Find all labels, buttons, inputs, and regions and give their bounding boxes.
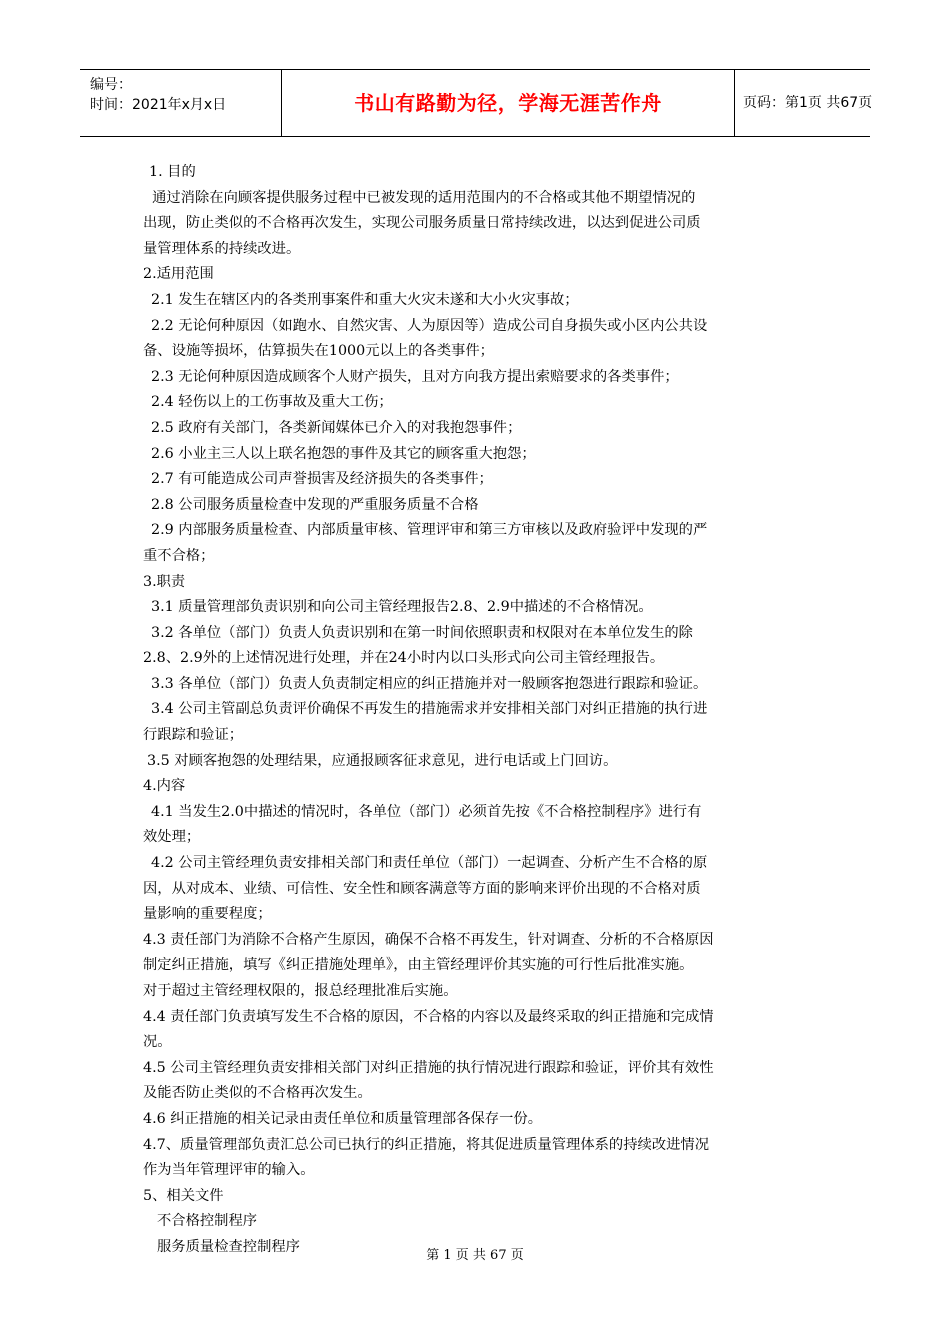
- body-line: 通过消除在向顾客提供服务过程中已被发现的适用范围内的不合格或其他不期望情况的: [143, 189, 696, 206]
- body-line: 出现，防止类似的不合格再次发生，实现公司服务质量日常持续改进，以达到促进公司质: [143, 215, 701, 232]
- body-line: 2.3 无论何种原因造成顾客个人财产损失，且对方向我方提出索赔要求的各类事件；: [151, 368, 679, 385]
- body-line: 1. 目的: [149, 164, 196, 180]
- body-line: 4.2 公司主管经理负责安排相关部门和责任单位（部门）一起调查、分析产生不合格的原: [151, 855, 708, 872]
- body-line: 4.1 当发生2.0中描述的情况时，各单位（部门）必须首先按《不合格控制程序》进行有: [151, 803, 702, 820]
- document-number-label: 编号：: [90, 77, 132, 93]
- body-line: 2.1 发生在辖区内的各类刑事案件和重大火灾未遂和大小火灾事故；: [151, 291, 579, 308]
- body-line: 3.2 各单位（部门）负责人负责识别和在第一时间依照职责和权限对在本单位发生的除: [151, 624, 693, 641]
- body-line: 2.8 公司服务质量检查中发现的严重服务质量不合格: [151, 496, 479, 513]
- body-line: 行跟踪和验证；: [143, 727, 244, 744]
- body-line: 量影响的重要程度；: [143, 906, 272, 923]
- body-line: 作为当年管理评审的输入。: [143, 1162, 315, 1179]
- header-motto: 书山有路勤为径，学海无涯苦作舟: [354, 91, 662, 115]
- body-line: 重不合格；: [143, 547, 215, 564]
- header-page-info: 页码：第1页 共67页: [743, 95, 873, 111]
- body-line: 况。: [143, 1034, 172, 1051]
- body-line: 2.6 小业主三人以上联名抱怨的事件及其它的顾客重大抱怨；: [151, 445, 536, 462]
- body-line: 2.7 有可能造成公司声誉损害及经济损失的各类事件；: [151, 471, 493, 488]
- body-line: 4.7、质量管理部负责汇总公司已执行的纠正措施，将其促进质量管理体系的持续改进情况: [143, 1136, 710, 1153]
- body-line: 服务质量检查控制程序: [157, 1238, 300, 1255]
- header-left-cell: [80, 70, 280, 136]
- body-line: 3.4 公司主管副总负责评价确保不再发生的措施需求并安排相关部门对纠正措施的执行进: [151, 701, 708, 718]
- header-page-cell: [734, 70, 873, 136]
- body-line: 效处理；: [143, 829, 201, 846]
- body-line: 4.3 责任部门为消除不合格产生原因，确保不合格不再发生，针对调查、分析的不合格原因: [143, 931, 714, 948]
- body-line: 4.4 责任部门负责填写发生不合格的原因，不合格的内容以及最终采取的纠正措施和完成情: [143, 1008, 714, 1025]
- body-line: 因，从对成本、业绩、可信性、安全性和顾客满意等方面的影响来评价出现的不合格对质: [143, 880, 701, 897]
- document-body: [143, 160, 809, 1261]
- body-line: 3.3 各单位（部门）负责人负责制定相应的纠正措施并对一般顾客抱怨进行跟踪和验证。: [151, 675, 708, 692]
- body-line: 2.9 内部服务质量检查、内部质量审核、管理评审和第三方审核以及政府验评中发现的严: [151, 522, 708, 539]
- body-line: 2.适用范围: [143, 266, 214, 283]
- body-line: 4.6 纠正措施的相关记录由责任单位和质量管理部各保存一份。: [143, 1110, 542, 1127]
- body-line: 3.职责: [143, 573, 186, 590]
- body-line: 量管理体系的持续改进。: [143, 240, 301, 257]
- body-line: 4.内容: [143, 778, 186, 795]
- body-line: 5、相关文件: [143, 1187, 224, 1204]
- body-line: 3.1 质量管理部负责识别和向公司主管经理报告2.8、2.9中描述的不合格情况。: [151, 599, 653, 616]
- page-footer: 第 1 页 共 67 页: [426, 1248, 524, 1263]
- body-line: 4.5 公司主管经理负责安排相关部门对纠正措施的执行情况进行跟踪和验证，评价其有效性: [143, 1059, 714, 1076]
- body-line: 及能否防止类似的不合格再次发生。: [143, 1085, 372, 1102]
- body-line: 2.8、2.9外的上述情况进行处理，并在24小时内以口头形式向公司主管经理报告。: [143, 650, 665, 667]
- header-motto-cell: [281, 70, 735, 136]
- body-line: 2.4 轻伤以上的工伤事故及重大工伤；: [151, 394, 393, 411]
- document-date-label: 时间：2021年x月x日: [90, 97, 227, 113]
- body-line: 2.5 政府有关部门，各类新闻媒体已介入的对我抱怨事件；: [151, 419, 522, 436]
- page-header: [80, 69, 873, 137]
- body-line: 2.2 无论何种原因（如跑水、自然灾害、人为原因等）造成公司自身损失或小区内公共设: [151, 317, 708, 334]
- body-line: 对于超过主管经理权限的，报总经理批准后实施。: [143, 983, 458, 999]
- body-line: 备、设施等损坏，估算损失在1000元以上的各类事件；: [143, 343, 494, 360]
- body-line: 制定纠正措施，填写《纠正措施处理单》，由主管经理评价其实施的可行性后批准实施。: [143, 957, 694, 974]
- body-line: 不合格控制程序: [157, 1213, 258, 1230]
- body-line: 3.5 对顾客抱怨的处理结果，应通报顾客征求意见，进行电话或上门回访。: [147, 752, 618, 769]
